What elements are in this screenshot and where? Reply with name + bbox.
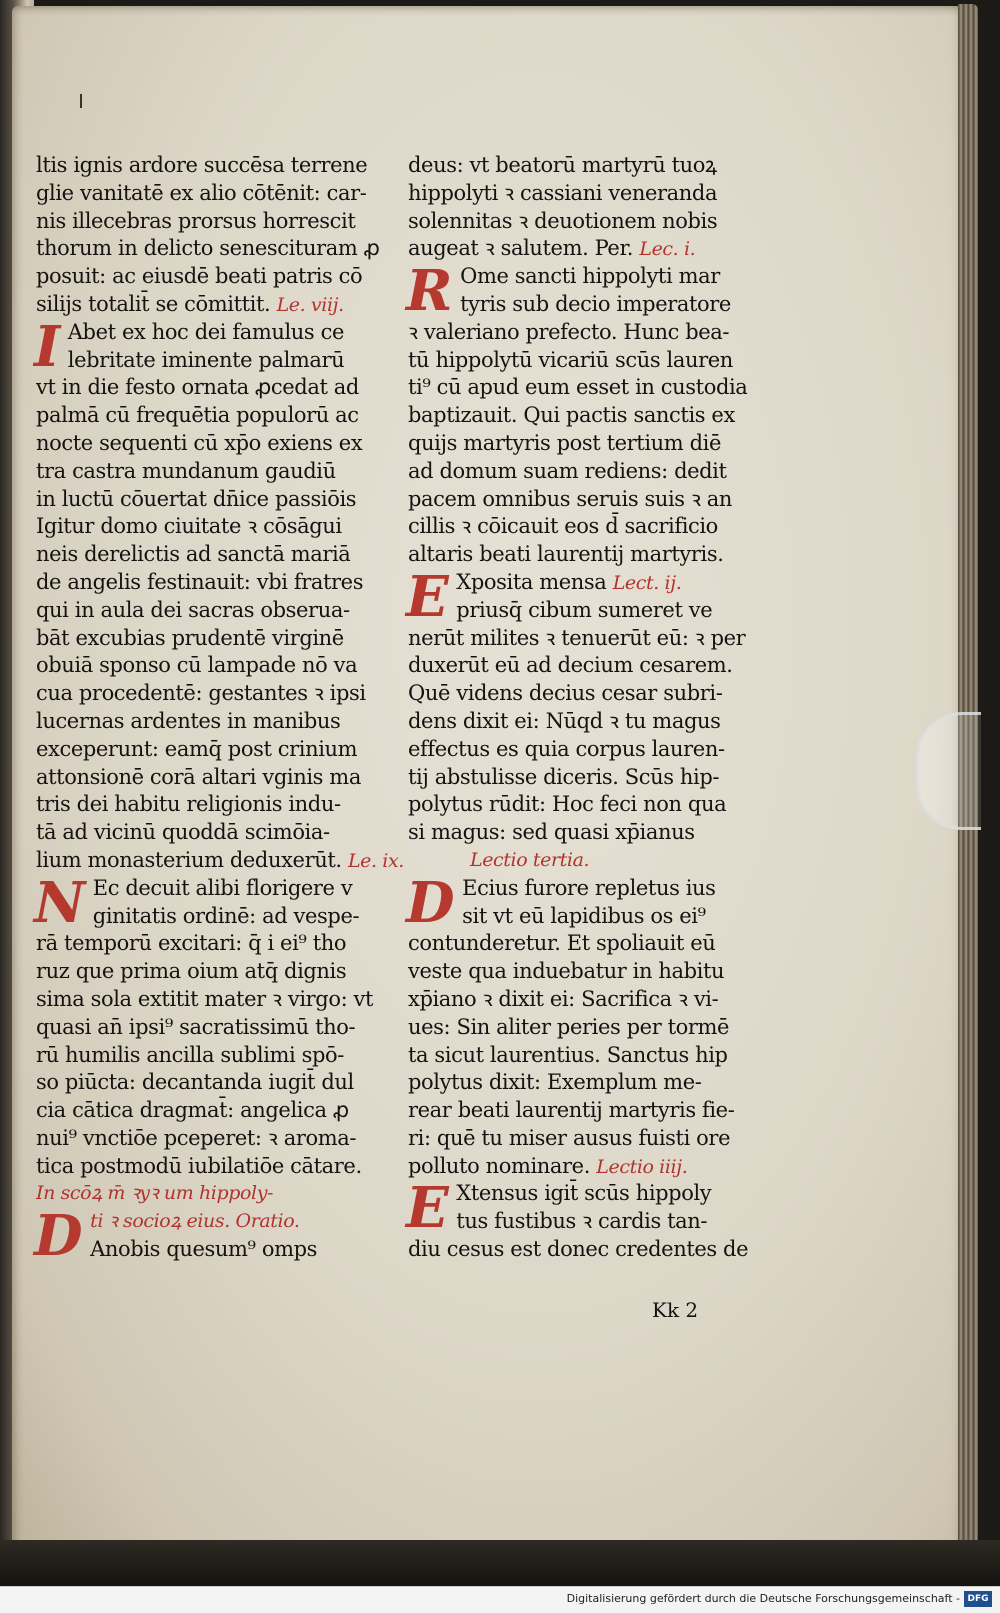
text-line: priusq̄ cibum sumeret ve (456, 597, 713, 622)
paragraph-lectio-2 (406, 563, 758, 847)
text-segment: polluto nominare. (408, 1153, 590, 1178)
text-line: rū humilis ancilla sublimi spō- (36, 1042, 344, 1067)
ink-mark (80, 94, 82, 108)
rubricated-initial: N (34, 869, 85, 936)
text-line: vt in die festo ornata ꝓcedat ad (36, 375, 359, 400)
text-segment: lium monasterium deduxerūt. (36, 847, 342, 872)
text-line: nis illecebras prorsus horrescit (36, 208, 356, 233)
text-line (408, 1153, 758, 1181)
text-line: polytus dixit: Exemplum me- (408, 1070, 702, 1095)
funding-credit: Digitalisierung gefördert durch die Deutsche Forschungsgemeinschaft - (566, 1592, 960, 1605)
text-line: ltis ignis ardore succēsa terrene (36, 153, 368, 177)
text-line: thorum in delicto senescituram ꝓ (36, 236, 380, 261)
text-line: rā temporū excitari: q̄ i ei⁹ tho (36, 931, 347, 956)
paragraph-lectio-9 (34, 869, 386, 1181)
text-segment: Xposita mensa (456, 569, 607, 594)
text-line: cia cātica dragmat̄: angelica ꝓ (36, 1098, 349, 1123)
text-line (36, 847, 404, 875)
text-line: dens dixit ei: Nūqd ꝛ tu magus (408, 708, 721, 733)
text-line: Anobis quesum⁹ omps (90, 1237, 317, 1262)
text-line (408, 235, 758, 263)
text-line: ri: quē tu miser ausus fuisti ore (408, 1125, 731, 1150)
text-line: tus fustibus ꝛ cardis tan- (456, 1209, 708, 1234)
text-line (36, 291, 386, 319)
text-line: lucernas ardentes in manibus (36, 708, 341, 733)
page-bottom-shadow (0, 1540, 1000, 1586)
text-line: Abet ex hoc dei famulus ce (67, 319, 344, 344)
paragraph-lectio-8 (34, 313, 404, 875)
text-line: obuiā sponso cū lampade nō va (36, 653, 358, 678)
paragraph-lectio-3 (406, 869, 758, 1181)
rubricated-initial: E (406, 1175, 449, 1242)
right-text-column (408, 152, 758, 1264)
text-line: ꝛ valeriano prefecto. Hunc bea- (408, 319, 730, 344)
text-line: Ec decuit alibi florigere v (92, 875, 353, 900)
rubric-lectio-9: Le. ix. (347, 849, 404, 872)
footer-bar (0, 1586, 1000, 1613)
text-line: ad domum suam rediens: dedit (408, 458, 727, 483)
rubric-oratio: ti ꝛ socioꝝ eius. Oratio. (90, 1210, 300, 1233)
text-line: neis derelictis ad sanctā mariā (36, 542, 351, 567)
rubric-lectio-2: Lect. ij. (612, 571, 682, 594)
text-line: ta sicut laurentius. Sanctus hip (408, 1042, 728, 1067)
rubricated-initial: R (406, 258, 453, 325)
text-line: tā ad vicinū quoddā scimōia- (36, 820, 330, 845)
signature-mark: Kk 2 (652, 1298, 699, 1322)
text-line: tū hippolytū vicariū scūs lauren (408, 347, 733, 372)
text-line: so piūcta: decantanda iugit̄ dul (36, 1070, 354, 1095)
text-line: solennitas ꝛ deuotionem nobis (408, 208, 718, 233)
text-line: xp̄iano ꝛ dixit ei: Sacrifica ꝛ vi- (408, 986, 719, 1011)
text-line: Ome sancti hippolyti mar (460, 264, 720, 289)
text-line: attonsionē corā altari vginis ma (36, 764, 361, 789)
dfg-logo-icon: DFG (964, 1591, 992, 1607)
text-line: sima sola extitit mater ꝛ virgo: vt (36, 986, 374, 1011)
rubricated-initial: I (34, 313, 60, 380)
text-line: deus: vt beatorū martyrū tuoꝝ (408, 153, 717, 177)
text-line: ti⁹ cū apud eum esset in custodia (408, 375, 748, 400)
text-line: tris dei habitu religionis indu- (36, 792, 341, 817)
text-line: quijs martyris post tertium diē (408, 430, 721, 455)
rubric-lectio-4: Lectio iiij. (596, 1155, 688, 1178)
text-line: bāt excubias prudentē virginē (36, 625, 344, 650)
text-line: si magus: sed quasi xp̄ianus (408, 820, 695, 845)
text-line: tyris sub decio imperatore (460, 291, 731, 316)
text-line: nocte sequenti cū xp̄o exiens ex (36, 430, 363, 455)
text-line: ruz que prima oium atq̄ dignis (36, 959, 347, 984)
text-segment: silijs totalit̄ se cōmittit. (36, 291, 271, 316)
text-line: tica postmodū iubilatiōe cātare. (36, 1153, 362, 1178)
text-line: pacem omnibus seruis suis ꝛ an (408, 486, 733, 511)
text-line: nui⁹ vnctiōe pceperet: ꝛ aroma- (36, 1125, 357, 1150)
text-line: Xtensus igit̄ scūs hippoly (456, 1181, 712, 1206)
text-line: diu cesus est donec credentes de (408, 1237, 749, 1262)
text-line: tij abstulisse diceris. Scūs hip- (408, 764, 720, 789)
paragraph-oratio (34, 1203, 386, 1270)
rubric-lectio-3: Lectio tertia. (470, 848, 590, 871)
text-line: nerūt milites ꝛ tenuerūt eū: ꝛ per (408, 625, 746, 650)
text-line: tra castra mundanum gaudiū (36, 458, 336, 483)
text-line: rear beati laurentij martyris fie- (408, 1098, 735, 1123)
text-line: effectus es quia corpus lauren- (408, 736, 725, 761)
text-line: glie vanitatē ex alio cōtēnit: car- (36, 180, 367, 205)
text-line (408, 569, 758, 597)
text-line: sit vt eū lapidibus os ei⁹ (462, 903, 706, 928)
text-line: Igitur domo ciuitate ꝛ cōsāgui (36, 514, 342, 539)
text-line: cillis ꝛ cōicauit eos d̄ sacrificio (408, 514, 718, 539)
left-text-column (34, 152, 404, 1270)
text-line: altaris beati laurentij martyris. (408, 542, 724, 567)
paragraph-lectio-4 (406, 1175, 758, 1263)
text-line: Quē videns decius cesar subri- (408, 681, 723, 706)
text-line: veste qua induebatur in habitu (408, 959, 725, 984)
text-line: qui in aula dei sacras obserua- (36, 597, 350, 622)
paragraph-lectio-1 (406, 258, 758, 569)
text-line: hippolyti ꝛ cassiani veneranda (408, 180, 718, 205)
rubric-lectio-1: Lec. i. (639, 238, 696, 261)
rubricated-initial: D (34, 1203, 83, 1270)
text-line: de angelis festinauit: vbi fratres (36, 569, 364, 594)
text-line: contunderetur. Et spoliauit eū (408, 931, 716, 956)
text-line: polytus rūdit: Hoc feci non qua (408, 792, 727, 817)
rubric-lectio-8: Le. viij. (276, 293, 344, 316)
text-line: duxerūt eū ad decium cesarem. (408, 653, 733, 678)
rubricated-initial: D (406, 869, 455, 936)
glass-clip (916, 712, 981, 830)
text-segment: augeat ꝛ salutem. Per. (408, 236, 634, 261)
text-line: cua procedentē: gestantes ꝛ ipsi (36, 681, 366, 706)
text-line: palmā cū frequētia populorū ac (36, 403, 359, 428)
text-line: ues: Sin aliter peries per tormē (408, 1014, 730, 1039)
rubric-feast-heading: In scōꝝ m̄ ꝛyꝛ um hippoly- (36, 1182, 274, 1205)
text-line: quasi an̄ ipsi⁹ sacratissimū tho- (36, 1014, 356, 1039)
text-line: Ecius furore repletus ius (462, 875, 716, 900)
text-line: ginitatis ordinē: ad vespe- (92, 903, 360, 928)
text-line: exceperunt: eamq̄ post crinium (36, 736, 358, 761)
text-line: baptizauit. Qui pactis sanctis ex (408, 403, 735, 428)
text-line: in luctū cōuertat dn̄ice passiōis (36, 486, 357, 511)
text-line: lebritate iminente palmarū (67, 347, 345, 372)
text-line: posuit: ac eiusdē beati patris cō (36, 264, 363, 289)
rubricated-initial: E (406, 563, 449, 630)
